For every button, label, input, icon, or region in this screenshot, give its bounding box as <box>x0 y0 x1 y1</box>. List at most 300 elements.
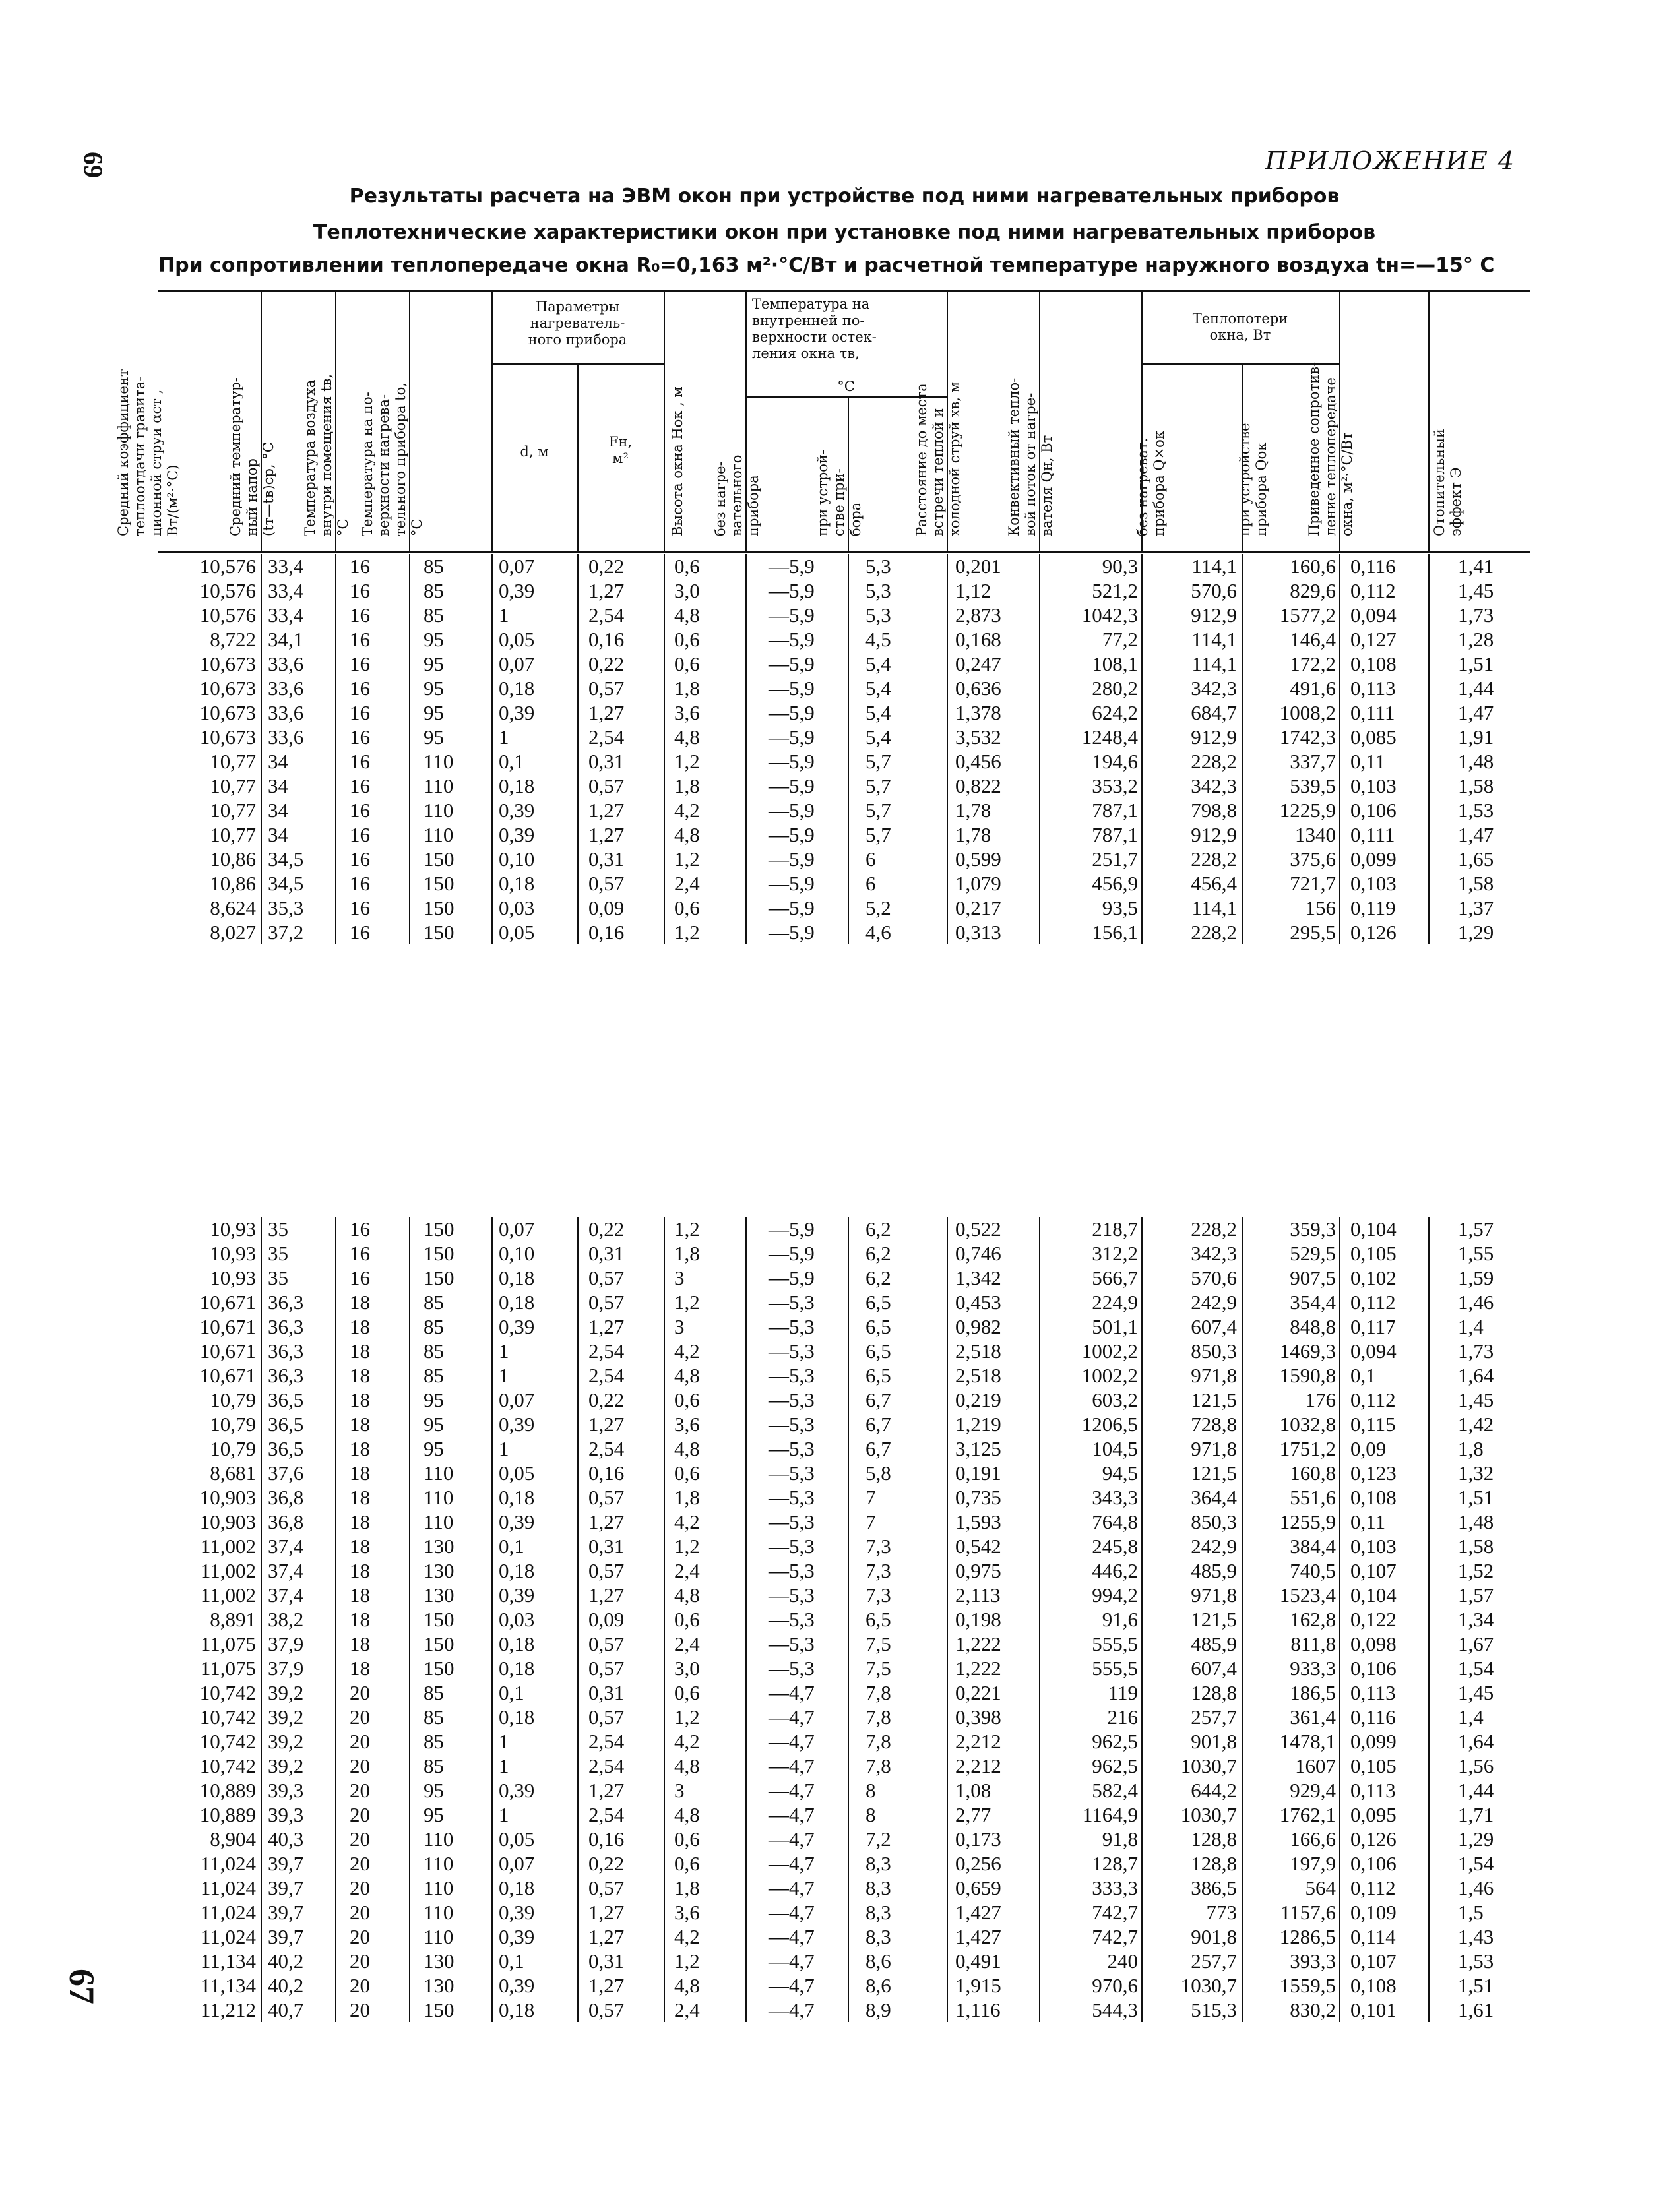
table-cell: 0,599 <box>955 847 1001 871</box>
table-cell: 2,54 <box>588 1437 625 1460</box>
table-cell: 1,8 <box>674 1242 700 1265</box>
table-cell: 1,27 <box>588 579 625 602</box>
table-cell: 5,2 <box>865 896 891 919</box>
table-cell: 110 <box>424 1925 454 1948</box>
table-cell: 20 <box>350 1730 370 1753</box>
table-cell: 95 <box>424 652 444 675</box>
table-cell: 1,2 <box>674 921 700 944</box>
table-cell: 0,09 <box>1350 1437 1387 1460</box>
table-cell: 384,4 <box>1290 1535 1336 1558</box>
table-cell: 0,07 <box>499 1852 535 1875</box>
table-cell: 104,5 <box>1092 1437 1138 1460</box>
table-row <box>158 1851 1530 1876</box>
table-cell: 85 <box>424 1705 444 1729</box>
table-cell: 1762,1 <box>1279 1803 1336 1826</box>
table-cell: 10,903 <box>199 1510 256 1533</box>
table-cell: 33,4 <box>268 603 304 627</box>
table-cell: 150 <box>424 1657 455 1680</box>
table-cell: 257,7 <box>1191 1950 1237 1973</box>
table-cell: 2,873 <box>955 603 1001 627</box>
table-cell: 1 <box>499 1754 509 1777</box>
table-cell: 128,8 <box>1191 1681 1237 1704</box>
table-cell: 114,1 <box>1191 896 1237 919</box>
table-cell: 10,77 <box>210 750 256 773</box>
table-cell: 85 <box>424 555 444 578</box>
table-cell: 1742,3 <box>1279 725 1336 749</box>
table-cell: 7,3 <box>865 1535 891 1558</box>
table-cell: —4,7 <box>769 1681 815 1704</box>
table-cell: 3,0 <box>674 1657 700 1680</box>
table-cell: 1,27 <box>588 1413 625 1436</box>
table-cell: 257,7 <box>1191 1705 1237 1729</box>
column-divider <box>947 1217 948 2022</box>
table-cell: 121,5 <box>1191 1608 1237 1631</box>
table-cell: 0,107 <box>1350 1559 1397 1582</box>
table-cell: 8 <box>865 1779 876 1802</box>
table-cell: 0,173 <box>955 1828 1001 1851</box>
table-cell: 6,2 <box>865 1266 891 1289</box>
table-cell: 0,1 <box>1350 1364 1376 1387</box>
table-cell: 18 <box>350 1315 370 1338</box>
table-cell: 4,2 <box>674 1339 700 1363</box>
table-cell: 172,2 <box>1290 652 1336 675</box>
table-cell: 970,6 <box>1092 1974 1138 1997</box>
table-cell: 39,2 <box>268 1754 304 1777</box>
table-cell: 1 <box>499 1364 509 1387</box>
table-cell: 1,27 <box>588 1925 625 1948</box>
table-cell: 197,9 <box>1290 1852 1336 1875</box>
table-cell: 150 <box>424 1266 455 1289</box>
table-cell: 34,5 <box>268 872 304 895</box>
table-cell: 245,8 <box>1092 1535 1138 1558</box>
table-cell: 0,126 <box>1350 1828 1397 1851</box>
table-cell: 0,16 <box>588 921 625 944</box>
table-cell: 4,2 <box>674 1730 700 1753</box>
table-cell: 85 <box>424 1754 444 1777</box>
table-cell: 0,456 <box>955 750 1001 773</box>
table-cell: —5,3 <box>769 1315 815 1338</box>
table-cell: 128,7 <box>1092 1852 1138 1875</box>
table-cell: 1,427 <box>955 1901 1001 1924</box>
table-cell: 0,10 <box>499 1242 535 1265</box>
table-cell: 150 <box>424 921 455 944</box>
table-cell: 728,8 <box>1191 1413 1237 1436</box>
table-cell: 570,6 <box>1191 579 1237 602</box>
table-cell: 0,313 <box>955 921 1001 944</box>
table-cell: 36,3 <box>268 1291 304 1314</box>
table-cell: 1,78 <box>955 823 991 846</box>
table-cell: 36,8 <box>268 1510 304 1533</box>
column-divider <box>409 1217 410 2022</box>
table-cell: 0,39 <box>499 1413 535 1436</box>
table-cell: 20 <box>350 1681 370 1704</box>
header-no-device: без нагре- вательного прибора <box>712 454 761 536</box>
table-cell: 2,518 <box>955 1364 1001 1387</box>
table-cell: 912,9 <box>1191 603 1237 627</box>
table-cell: 11,075 <box>200 1657 256 1680</box>
table-cell: 10,742 <box>199 1730 256 1753</box>
column-divider <box>745 1217 747 2022</box>
table-cell: 1,27 <box>588 1974 625 1997</box>
header-surface-temp: Температура на по- верхности нагрева- тельного прибора tо, °С <box>360 383 425 536</box>
table-cell: 39,7 <box>268 1876 304 1899</box>
table-cell: 8,891 <box>210 1608 256 1631</box>
table-cell: 1,57 <box>1458 1217 1494 1241</box>
table-cell: 33,6 <box>268 725 304 749</box>
table-cell: 0,108 <box>1350 1486 1397 1509</box>
table-row <box>158 1558 1530 1583</box>
table-cell: 850,3 <box>1191 1339 1237 1363</box>
column-divider <box>1141 1217 1143 2022</box>
table-cell: —5,9 <box>769 799 815 822</box>
table-cell: 1,27 <box>588 1315 625 1338</box>
table-cell: 1,59 <box>1458 1266 1494 1289</box>
table-cell: 912,9 <box>1191 725 1237 749</box>
table-cell: 0,18 <box>499 872 535 895</box>
table-cell: 7,8 <box>865 1730 891 1753</box>
table-cell: 0,746 <box>955 1242 1001 1265</box>
table-cell: 0,39 <box>499 823 535 846</box>
table-cell: 2,77 <box>955 1803 991 1826</box>
table-cell: 0,542 <box>955 1535 1001 1558</box>
table-cell: 0,07 <box>499 1217 535 1241</box>
table-cell: 10,673 <box>199 701 256 724</box>
table-cell: 10,93 <box>210 1217 256 1241</box>
table-cell: 40,7 <box>268 1998 304 2021</box>
table-cell: 773 <box>1206 1901 1237 1924</box>
table-cell: 971,8 <box>1191 1364 1237 1387</box>
table-cell: 34 <box>268 799 288 822</box>
table-cell: 333,3 <box>1092 1876 1138 1899</box>
table-cell: 280,2 <box>1092 677 1138 700</box>
table-cell: 18 <box>350 1559 370 1582</box>
table-cell: 0,57 <box>588 1998 625 2021</box>
table-cell: 501,1 <box>1092 1315 1138 1338</box>
table-row <box>158 1314 1530 1339</box>
table-cell: 2,212 <box>955 1754 1001 1777</box>
table-cell: 0,07 <box>499 555 535 578</box>
table-cell: 38,2 <box>268 1608 304 1631</box>
table-cell: 91,8 <box>1102 1828 1138 1851</box>
table-cell: —5,3 <box>769 1291 815 1314</box>
table-cell: 146,4 <box>1290 628 1336 651</box>
column-divider <box>848 1217 849 2022</box>
table-cell: 20 <box>350 1876 370 1899</box>
table-cell: 130 <box>424 1974 455 1997</box>
table-cell: 0,6 <box>674 1852 700 1875</box>
table-cell: 1,64 <box>1458 1364 1494 1387</box>
table-cell: 1478,1 <box>1279 1730 1336 1753</box>
table-cell: —5,9 <box>769 1217 815 1241</box>
table-cell: —4,7 <box>769 1974 815 1997</box>
table-cell: 0,123 <box>1350 1461 1397 1485</box>
table-cell: 95 <box>424 628 444 651</box>
table-cell: 6 <box>865 872 876 895</box>
table-cell: 740,5 <box>1290 1559 1336 1582</box>
table-cell: 0,05 <box>499 921 535 944</box>
table-cell: 603,2 <box>1092 1388 1138 1411</box>
table-cell: —4,7 <box>769 1779 815 1802</box>
table-cell: 20 <box>350 1925 370 1948</box>
table-cell: 110 <box>424 799 454 822</box>
table-cell: —5,9 <box>769 652 815 675</box>
column-divider <box>1339 554 1340 944</box>
table-cell: 485,9 <box>1191 1559 1237 1582</box>
table-cell: 1559,5 <box>1279 1974 1336 1997</box>
table-cell: 8,3 <box>865 1852 891 1875</box>
table-cell: 18 <box>350 1461 370 1485</box>
table-cell: 0,6 <box>674 1388 700 1411</box>
table-cell: 7,3 <box>865 1559 891 1582</box>
table-cell: 0,094 <box>1350 1339 1397 1363</box>
table-cell: 551,6 <box>1290 1486 1336 1509</box>
table-cell: 0,57 <box>588 1559 625 1582</box>
table-cell: 742,7 <box>1092 1901 1138 1924</box>
table-cell: 0,57 <box>588 872 625 895</box>
table-cell: 0,05 <box>499 1828 535 1851</box>
table-cell: 295,5 <box>1290 921 1336 944</box>
table-cell: 607,4 <box>1191 1657 1237 1680</box>
table-cell: 0,105 <box>1350 1242 1397 1265</box>
table-cell: 10,77 <box>210 823 256 846</box>
table-cell: 0,095 <box>1350 1803 1397 1826</box>
table-cell: 0,10 <box>499 847 535 871</box>
table-cell: 16 <box>350 823 370 846</box>
table-cell: 1,53 <box>1458 799 1494 822</box>
table-cell: 150 <box>424 1632 455 1655</box>
table-cell: —5,9 <box>769 872 815 895</box>
table-cell: 456,4 <box>1191 872 1237 895</box>
table-cell: 20 <box>350 1705 370 1729</box>
header-alpha: Средний коэффициент теплоотдачи гравита- ционной струи αст , Вт/(м²·°С) <box>115 369 181 536</box>
table-cell: 901,8 <box>1191 1925 1237 1948</box>
table-cell: 37,6 <box>268 1461 304 1485</box>
table-cell: 1,2 <box>674 1217 700 1241</box>
table-cell: —4,7 <box>769 1730 815 1753</box>
header-fn: Fн, м² <box>608 434 633 466</box>
table-cell: 0,16 <box>588 628 625 651</box>
table-cell: —5,3 <box>769 1632 815 1655</box>
table-cell: 3 <box>674 1315 685 1338</box>
table-cell: 16 <box>350 847 370 871</box>
table-row <box>158 725 1530 749</box>
table-row <box>158 1363 1530 1388</box>
table-cell: 10,742 <box>199 1754 256 1777</box>
table-cell: 0,22 <box>588 1217 625 1241</box>
table-cell: 0,57 <box>588 677 625 700</box>
table-cell: 1,45 <box>1458 1681 1494 1704</box>
table-cell: 929,4 <box>1290 1779 1336 1802</box>
table-cell: 4,2 <box>674 1510 700 1533</box>
table-cell: 0,22 <box>588 1388 625 1411</box>
table-cell: 1,43 <box>1458 1925 1494 1948</box>
table-cell: 0,57 <box>588 1486 625 1509</box>
table-cell: 0,18 <box>499 1559 535 1582</box>
table-cell: 95 <box>424 1437 444 1460</box>
table-cell: 5,4 <box>865 725 891 749</box>
table-cell: 40,3 <box>268 1828 304 1851</box>
column-divider <box>1242 554 1243 944</box>
table-cell: 8,624 <box>210 896 256 919</box>
table-cell: 37,4 <box>268 1583 304 1607</box>
table-cell: 4,5 <box>865 628 891 651</box>
column-divider <box>577 554 579 944</box>
table-cell: 3,6 <box>674 701 700 724</box>
table-row <box>158 1949 1530 1973</box>
table-cell: 1030,7 <box>1180 1754 1237 1777</box>
table-cell: 0,07 <box>499 652 535 675</box>
table-cell: 830,2 <box>1290 1998 1336 2021</box>
table-row <box>158 676 1530 700</box>
table-cell: 4,8 <box>674 1437 700 1460</box>
table-cell: —4,7 <box>769 1705 815 1729</box>
table-cell: 10,77 <box>210 774 256 797</box>
column-divider <box>1428 1217 1430 2022</box>
table-cell: 0,6 <box>674 1828 700 1851</box>
table-cell: 10,671 <box>199 1291 256 1314</box>
table-cell: 1,12 <box>955 579 991 602</box>
table-cell: 7,8 <box>865 1681 891 1704</box>
table-cell: 33,4 <box>268 555 304 578</box>
table-cell: 1,54 <box>1458 1657 1494 1680</box>
table-cell: 1,44 <box>1458 1779 1494 1802</box>
table-cell: 4,2 <box>674 1925 700 1948</box>
table-cell: 40,2 <box>268 1974 304 1997</box>
table-cell: 1,378 <box>955 701 1001 724</box>
table-cell: 2,54 <box>588 1364 625 1387</box>
table-cell: 1 <box>499 1437 509 1460</box>
table-cell: 1,58 <box>1458 872 1494 895</box>
table-cell: 1,2 <box>674 1535 700 1558</box>
table-cell: 3 <box>674 1779 685 1802</box>
table-cell: 150 <box>424 872 455 895</box>
table-cell: 4,8 <box>674 1754 700 1777</box>
header-heat-loss: Теплопотери окна, Вт <box>1192 311 1288 343</box>
table-cell: 242,9 <box>1191 1291 1237 1314</box>
table-row <box>158 1924 1530 1949</box>
table-cell: 2,518 <box>955 1339 1001 1363</box>
table-cell: 228,2 <box>1191 1217 1237 1241</box>
table-cell: 110 <box>424 1461 454 1485</box>
table-cell: 7,5 <box>865 1632 891 1655</box>
table-row <box>158 700 1530 725</box>
table-cell: 160,6 <box>1290 555 1336 578</box>
table-cell: 0,116 <box>1350 1705 1396 1729</box>
table-cell: 10,77 <box>210 799 256 822</box>
table-cell: 10,889 <box>199 1803 256 1826</box>
table-cell: 11,024 <box>200 1901 256 1924</box>
table-cell: 8,3 <box>865 1876 891 1899</box>
table-cell: 1,27 <box>588 1510 625 1533</box>
table-cell: 0,6 <box>674 555 700 578</box>
table-cell: 39,7 <box>268 1852 304 1875</box>
table-cell: 312,2 <box>1092 1242 1138 1265</box>
table-cell: 11,002 <box>200 1583 256 1607</box>
table-cell: —5,3 <box>769 1559 815 1582</box>
table-cell: 5,3 <box>865 579 891 602</box>
table-cell: 0,18 <box>499 1266 535 1289</box>
table-cell: 570,6 <box>1191 1266 1237 1289</box>
header-device-params: Параметры нагреватель- ного прибора <box>528 299 627 348</box>
table-cell: 4,8 <box>674 1364 700 1387</box>
table-cell: 34,1 <box>268 628 304 651</box>
table-cell: 156,1 <box>1092 921 1138 944</box>
table-cell: —5,3 <box>769 1388 815 1411</box>
table-row <box>158 1705 1530 1729</box>
table-row <box>158 1656 1530 1680</box>
table-cell: 1,32 <box>1458 1461 1494 1485</box>
table-cell: 0,108 <box>1350 652 1397 675</box>
table-cell: 35 <box>268 1242 288 1265</box>
table-cell: 624,2 <box>1092 701 1138 724</box>
table-cell: 0,119 <box>1350 896 1396 919</box>
table-cell: 1607 <box>1295 1754 1336 1777</box>
table-cell: 1590,8 <box>1279 1364 1336 1387</box>
column-divider <box>1242 1217 1243 2022</box>
table-cell: 34 <box>268 750 288 773</box>
table-cell: —5,9 <box>769 847 815 871</box>
table-cell: 0,116 <box>1350 555 1396 578</box>
table-row <box>158 798 1530 822</box>
table-cell: 1,48 <box>1458 750 1494 773</box>
table-cell: 544,3 <box>1092 1998 1138 2021</box>
table-cell: 0,106 <box>1350 1657 1397 1680</box>
table-cell: 5,4 <box>865 652 891 675</box>
table-cell: 4,8 <box>674 1803 700 1826</box>
table-cell: 1002,2 <box>1081 1339 1138 1363</box>
table-cell: 0,57 <box>588 1705 625 1729</box>
table-cell: 2,4 <box>674 1559 700 1582</box>
table-cell: 393,3 <box>1290 1950 1336 1973</box>
table-row <box>158 1266 1530 1290</box>
table-row <box>158 1827 1530 1851</box>
table-cell: 1,2 <box>674 1950 700 1973</box>
table-cell: 16 <box>350 701 370 724</box>
table-cell: 1,61 <box>1458 1998 1494 2021</box>
table-cell: 90,3 <box>1102 555 1138 578</box>
table-cell: 0,168 <box>955 628 1001 651</box>
table-cell: 0,57 <box>588 1876 625 1899</box>
table-cell: 0,6 <box>674 628 700 651</box>
table-cell: 95 <box>424 725 444 749</box>
table-cell: 0,201 <box>955 555 1001 578</box>
header-temp-head: Средний температур- ный напор (tт—tв)ср, °С <box>228 377 276 536</box>
table-cell: 1,42 <box>1458 1413 1494 1436</box>
table-cell: 485,9 <box>1191 1632 1237 1655</box>
table-cell: 3,6 <box>674 1901 700 1924</box>
table-row <box>158 1241 1530 1266</box>
table-cell: 0,975 <box>955 1559 1001 1582</box>
table-cell: 5,8 <box>865 1461 891 1485</box>
table-cell: 971,8 <box>1191 1583 1237 1607</box>
table-cell: 456,9 <box>1092 872 1138 895</box>
column-divider <box>745 554 747 944</box>
table-cell: —5,9 <box>769 1266 815 1289</box>
header-convective-flow: Конвективный тепло- вой поток от нагре- вателя Qн, Вт <box>1006 377 1055 536</box>
table-cell: 359,3 <box>1290 1217 1336 1241</box>
table-cell: 33,4 <box>268 579 304 602</box>
table-cell: 0,18 <box>499 1291 535 1314</box>
table-cell: 10,79 <box>210 1437 256 1460</box>
table-row <box>158 1778 1530 1802</box>
table-cell: —5,3 <box>769 1486 815 1509</box>
table-cell: 1469,3 <box>1279 1339 1336 1363</box>
table-cell: 0,16 <box>588 1828 625 1851</box>
table-cell: 1248,4 <box>1081 725 1138 749</box>
table-cell: 8,6 <box>865 1950 891 1973</box>
table-cell: 386,5 <box>1191 1876 1237 1899</box>
table-cell: 0,57 <box>588 774 625 797</box>
